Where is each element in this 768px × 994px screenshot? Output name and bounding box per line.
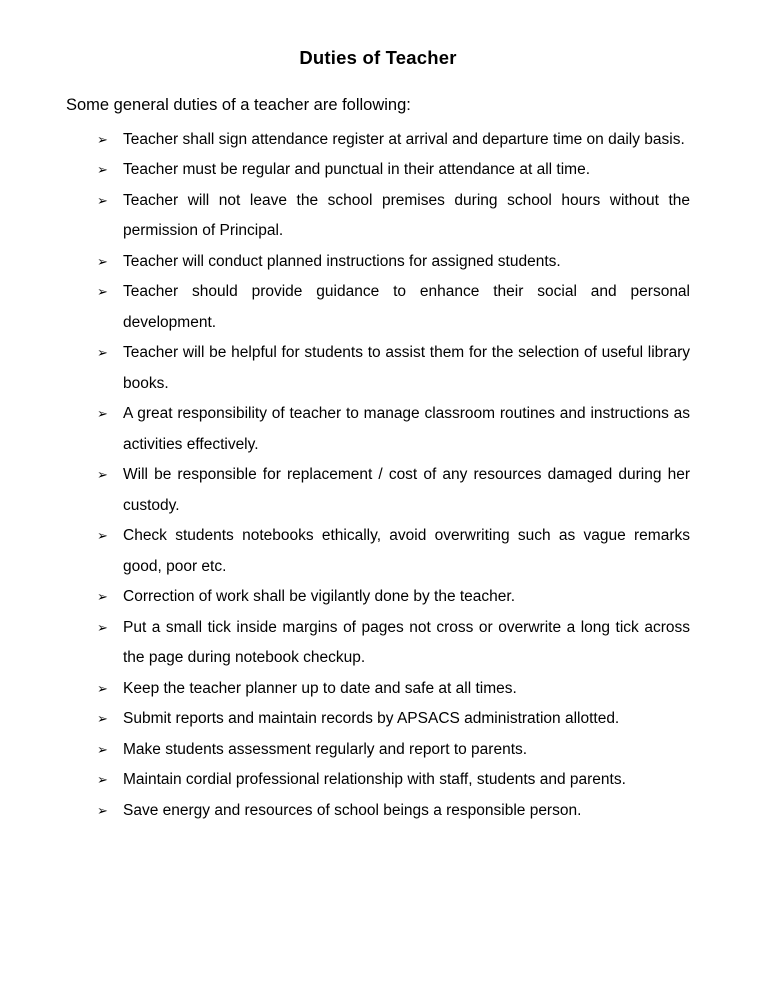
arrow-bullet-icon: ➢ — [97, 711, 108, 727]
arrow-bullet-icon: ➢ — [97, 680, 108, 696]
list-item — [0, 247, 768, 278]
list-item-text: Teacher must be regular and punctual in their attendance at all time. — [123, 161, 590, 179]
list-item — [0, 704, 768, 735]
list-item — [0, 125, 768, 156]
arrow-bullet-icon: ➢ — [97, 192, 108, 208]
list-item — [0, 582, 768, 613]
arrow-bullet-icon: ➢ — [97, 406, 108, 422]
list-item-text: Check students notebooks ethically, avoid overwriting such as vague remarks good, poor etc. — [123, 527, 690, 575]
list-item-text: Teacher shall sign attendance register at arrival and departure time on daily basis. — [123, 130, 685, 148]
arrow-bullet-icon: ➢ — [97, 253, 108, 269]
list-item — [0, 338, 768, 399]
list-item-text: Put a small tick inside margins of pages not cross or overwrite a long tick across the page during notebook checkup. — [123, 618, 690, 667]
list-item — [0, 521, 768, 582]
list-item-text: Make students assessment regularly and report to parents. — [123, 740, 528, 758]
list-item-text: Correction of work shall be vigilantly done by the teacher. — [123, 588, 516, 606]
arrow-bullet-icon: ➢ — [97, 741, 108, 757]
list-item — [0, 186, 768, 247]
arrow-bullet-icon: ➢ — [97, 345, 108, 361]
list-item — [0, 765, 768, 796]
list-item-text: Save energy and resources of school beings a responsible person. — [123, 801, 582, 819]
arrow-bullet-icon: ➢ — [97, 467, 108, 483]
list-item — [0, 155, 768, 186]
list-item-text: Submit reports and maintain records by APSACS administration allotted. — [123, 710, 620, 728]
intro-text: Some general duties of a teacher are following: — [66, 96, 411, 115]
arrow-bullet-icon: ➢ — [97, 589, 108, 605]
arrow-bullet-icon: ➢ — [97, 619, 108, 635]
arrow-bullet-icon: ➢ — [97, 162, 108, 178]
list-item — [0, 796, 768, 827]
list-item-text: Teacher will be helpful for students to assist them for the selection of useful library books. — [123, 344, 690, 392]
duties-list — [0, 125, 768, 827]
arrow-bullet-icon: ➢ — [97, 772, 108, 788]
list-item — [0, 674, 768, 705]
list-item — [0, 613, 768, 674]
list-item-text: Teacher will not leave the school premises during school hours without the permission of Principal. — [123, 191, 690, 240]
list-item — [0, 735, 768, 766]
list-item — [0, 460, 768, 521]
list-item — [0, 399, 768, 460]
list-item-text: Teacher will conduct planned instructions for assigned students. — [123, 252, 561, 270]
page-title: Duties of Teacher — [299, 47, 457, 68]
list-item-text: Will be responsible for replacement / cost of any resources damaged during her custody. — [123, 466, 690, 514]
arrow-bullet-icon: ➢ — [97, 131, 108, 147]
list-item-text: Maintain cordial professional relationship with staff, students and parents. — [123, 771, 626, 789]
arrow-bullet-icon: ➢ — [97, 528, 108, 544]
list-item-text: A great responsibility of teacher to manage classroom routines and instructions as activities effectively. — [123, 405, 690, 453]
arrow-bullet-icon: ➢ — [97, 284, 108, 300]
list-item — [0, 277, 768, 338]
list-item-text: Keep the teacher planner up to date and safe at all times. — [123, 679, 517, 697]
list-item-text: Teacher should provide guidance to enhance their social and personal development. — [123, 283, 690, 331]
arrow-bullet-icon: ➢ — [97, 802, 108, 818]
